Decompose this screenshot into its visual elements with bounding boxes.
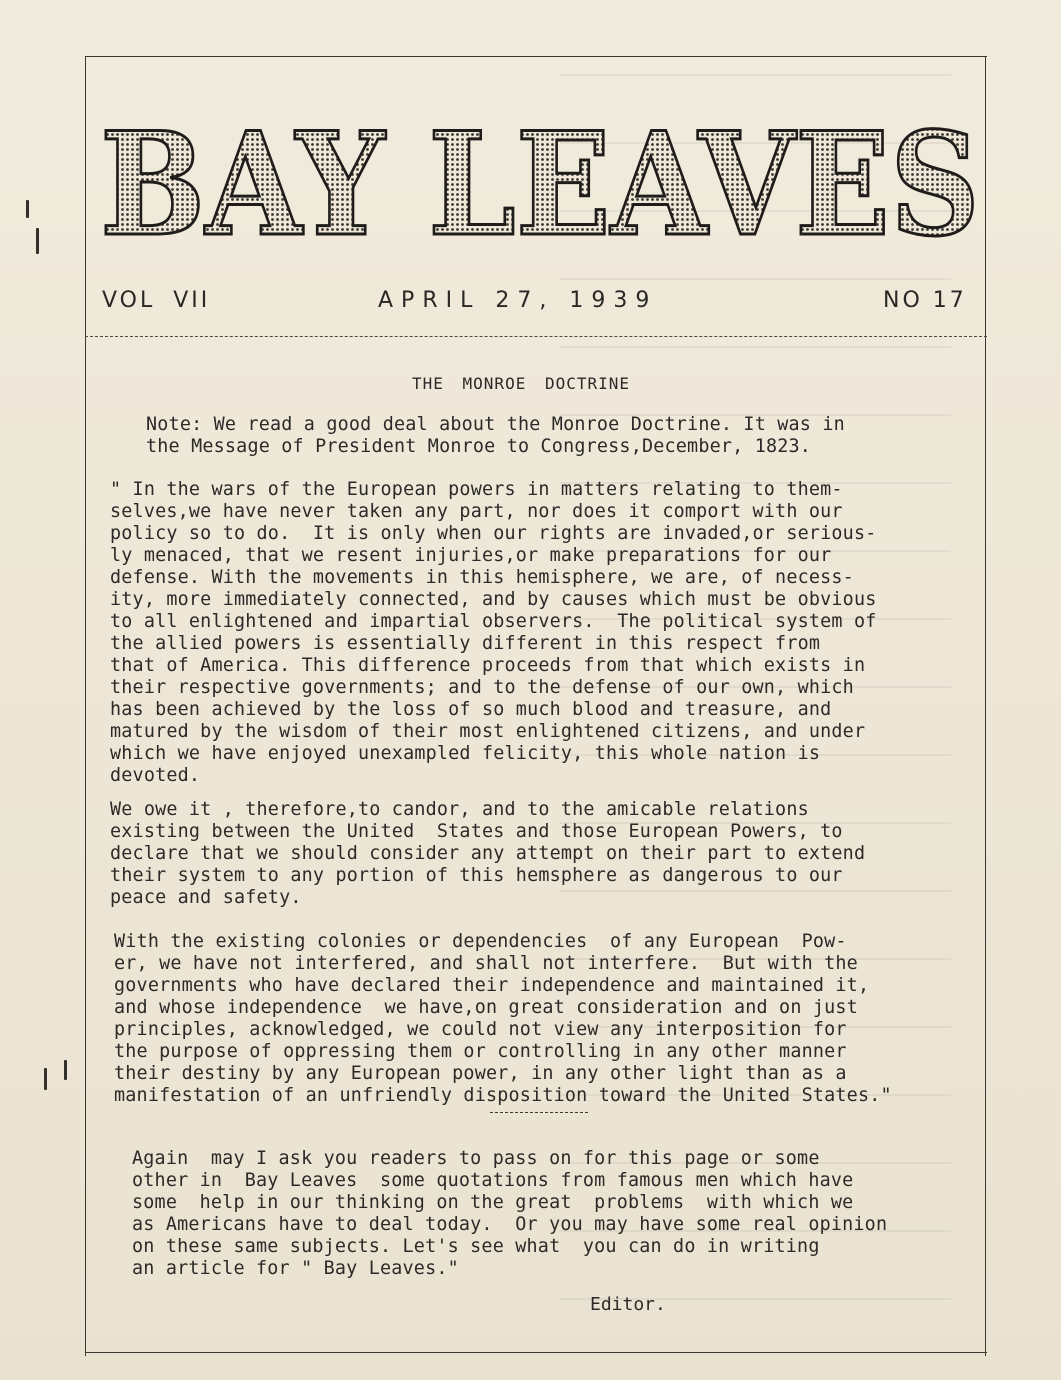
- volume-number: VOL VII: [102, 288, 211, 313]
- issue-number: NO 17: [883, 288, 967, 313]
- editor-signature: Editor.: [590, 1294, 666, 1315]
- masthead: [100, 102, 980, 268]
- margin-mark: [44, 1068, 47, 1090]
- quote-paragraph-2: We owe it , therefore,to candor, and to the amicable relations existing between the United States and those European Powers, to declare that we should consider any attempt on their part to extend their system to any portion of this hemsphere as dangerous to our peace and safety.: [110, 799, 866, 908]
- closing-paragraph: Again may I ask you readers to pass on for this page or some other in Bay Leaves some quotations from famous men which have some help in our thinking on the great problems with which we as Americans have to deal today. Or you may have some real opinion on these same subjects. Let's see what you can do in writing an article for " Bay Leaves.": [132, 1148, 888, 1279]
- margin-mark: [36, 228, 39, 254]
- editor-note: Note: We read a good deal about the Monroe Doctrine. It was in the Message of President Monroe to Congress,December, 1823.: [146, 414, 845, 457]
- border-right: [985, 56, 986, 1356]
- margin-mark: [26, 200, 29, 218]
- header-divider: [85, 336, 987, 337]
- issue-date: APRIL 27, 1939: [378, 288, 658, 313]
- border-top: [85, 56, 987, 57]
- margin-mark: [64, 1060, 67, 1080]
- border-bottom: [85, 1352, 987, 1353]
- quote-paragraph-3: With the existing colonies or dependencies of any European Pow- er, we have not interfered, and shall not interfere. But with the governments who have declared their independence and maintained it, and whose independence we have,on great consideration and on just principles, acknowledged, we could not view any interposition for the purpose of oppressing them or controlling in any other manner their destiny by any European power, in any other light than as a manifestation of an unfriendly disposition toward the United States.": [114, 931, 892, 1106]
- border-left: [85, 56, 86, 1356]
- article-title: THE MONROE DOCTRINE: [412, 374, 631, 393]
- section-separator: [490, 1112, 588, 1113]
- masthead-title: BAY LEAVES: [100, 102, 980, 268]
- quote-paragraph-1: " In the wars of the European powers in matters relating to them- selves,we have never taken any part, nor does it comport with our policy so to do. It is only when our rights are invaded,or serious- ly menaced, that we resent injuries,or make preparations for our defense. With the movements in this hemisphere, we are, of necess- ity, more immediately connected, and by causes which must be obvious to all enlightened and impartial observers. The political system of the allied powers is essentially different in this respect from that of America. This difference proceeds from that which exists in their respective governments; and to the defense of our own, which has been achieved by the loss of so much blood and treasure, and matured by the wisdom of their most enlightened citizens, and under which we have enjoyed unexampled felicity, this whole nation is devoted.: [110, 479, 877, 786]
